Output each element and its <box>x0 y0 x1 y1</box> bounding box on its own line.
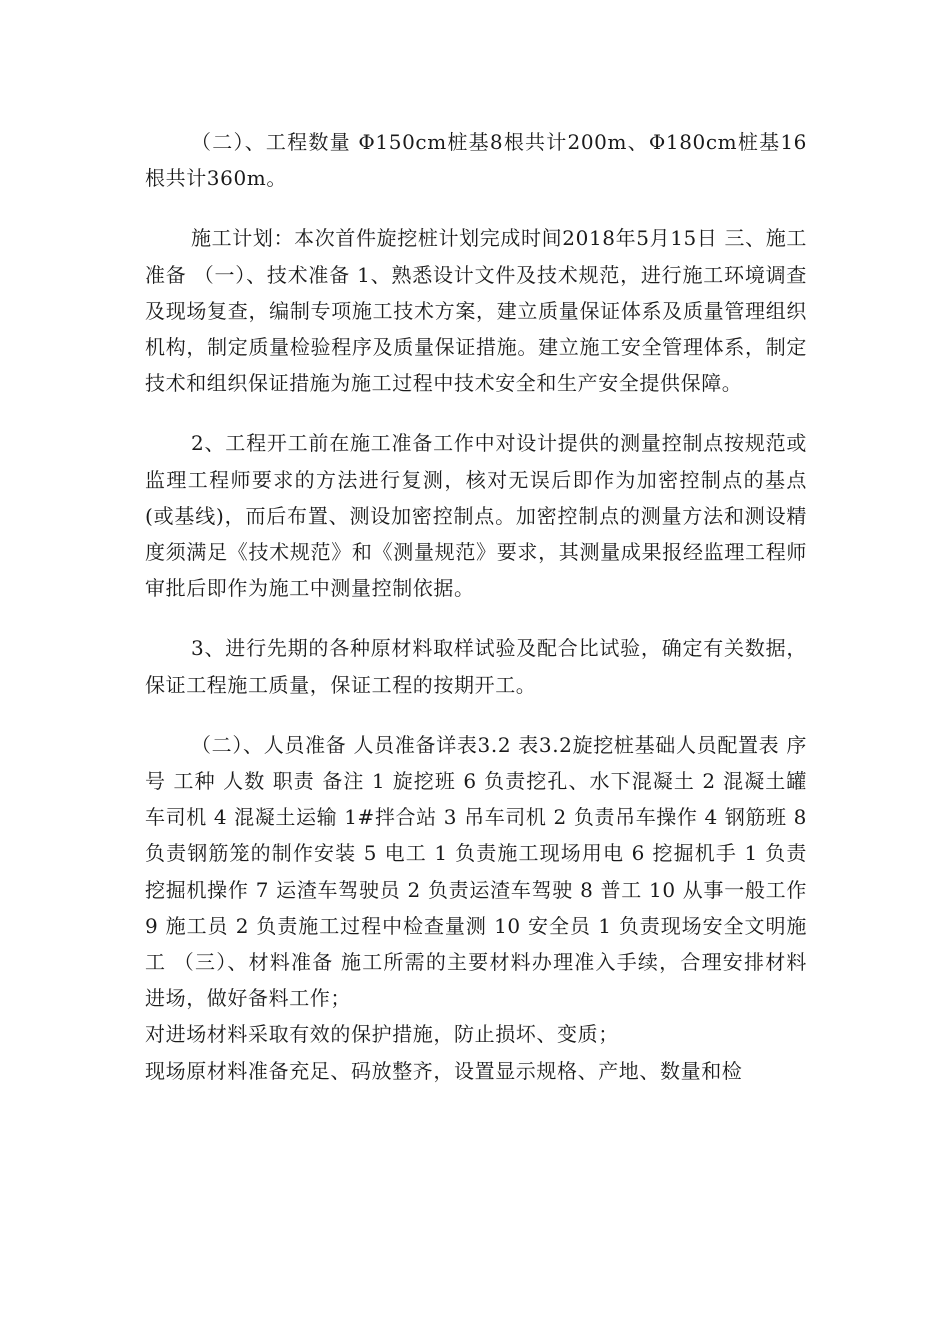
paragraph-material-testing: 3、进行先期的各种原材料取样试验及配合比试验，确定有关数据，保证工程施工质量，保证工程的按期开工。 <box>145 636 807 697</box>
paragraph-construction-plan: 施工计划：本次首件旋挖桩计划完成时间2018年5月15日 三、施工准备 （一）、技术准备 1、熟悉设计文件及技术规范，进行施工环境调查及现场复查，编制专项施工技术方案，建立质量保证体系及质量管理组织机构，制定质量检验程序及质量保证措施。建立施工安全管理体系，制定技术和组织保证措施为施工过程中技术安全和生产安全提供保障。 <box>145 226 807 396</box>
text-line-material-protection: 对进场材料采取有效的保护措施，防止损坏、变质； <box>145 1022 619 1047</box>
paragraph-survey-control: 2、工程开工前在施工准备工作中对设计提供的测量控制点按规范或监理工程师要求的方法进行复测，核对无误后即作为加密控制点的基点(或基线)，而后布置、测设加密控制点。加密控制点的测量方法和测设精度须满足《技术规范》和《测量规范》要求，其测量成果报经监理工程师审批后即作为施工中测量控制依据。 <box>145 431 807 601</box>
text-line-material-storage: 现场原材料准备充足、码放整齐，设置显示规格、产地、数量和检 <box>145 1058 743 1083</box>
document-body <box>145 124 807 1089</box>
paragraph-quantity: （二）、工程数量 Φ150cm桩基8根共计200m、Φ180cm桩基16根共计360m。 <box>145 130 807 191</box>
paragraph-personnel-preparation: （二）、人员准备 人员准备详表3.2 表3.2旋挖桩基础人员配置表 序号 工种 人数 职责 备注 1 旋挖班 6 负责挖孔、水下混凝土 2 混凝土罐车司机 4 混凝土运输 1#拌合站 3 吊车司机 2 负责吊车操作 4 钢筋班 8 负责钢筋笼的制作安装 5 电工 1 负责施工现场用电 6 挖掘机手 1 负责挖掘机操作 7 运渣车驾驶员 2 负责运渣车驾驶 8 普工 10 从事一般工作 9 施工员 2 负责施工过程中检查量测 10 安全员 1 负责现场安全文明施工 （三）、材料准备 施工所需的主要材料办理准入手续，合理安排材料进场，做好备料工作； <box>145 732 807 1011</box>
